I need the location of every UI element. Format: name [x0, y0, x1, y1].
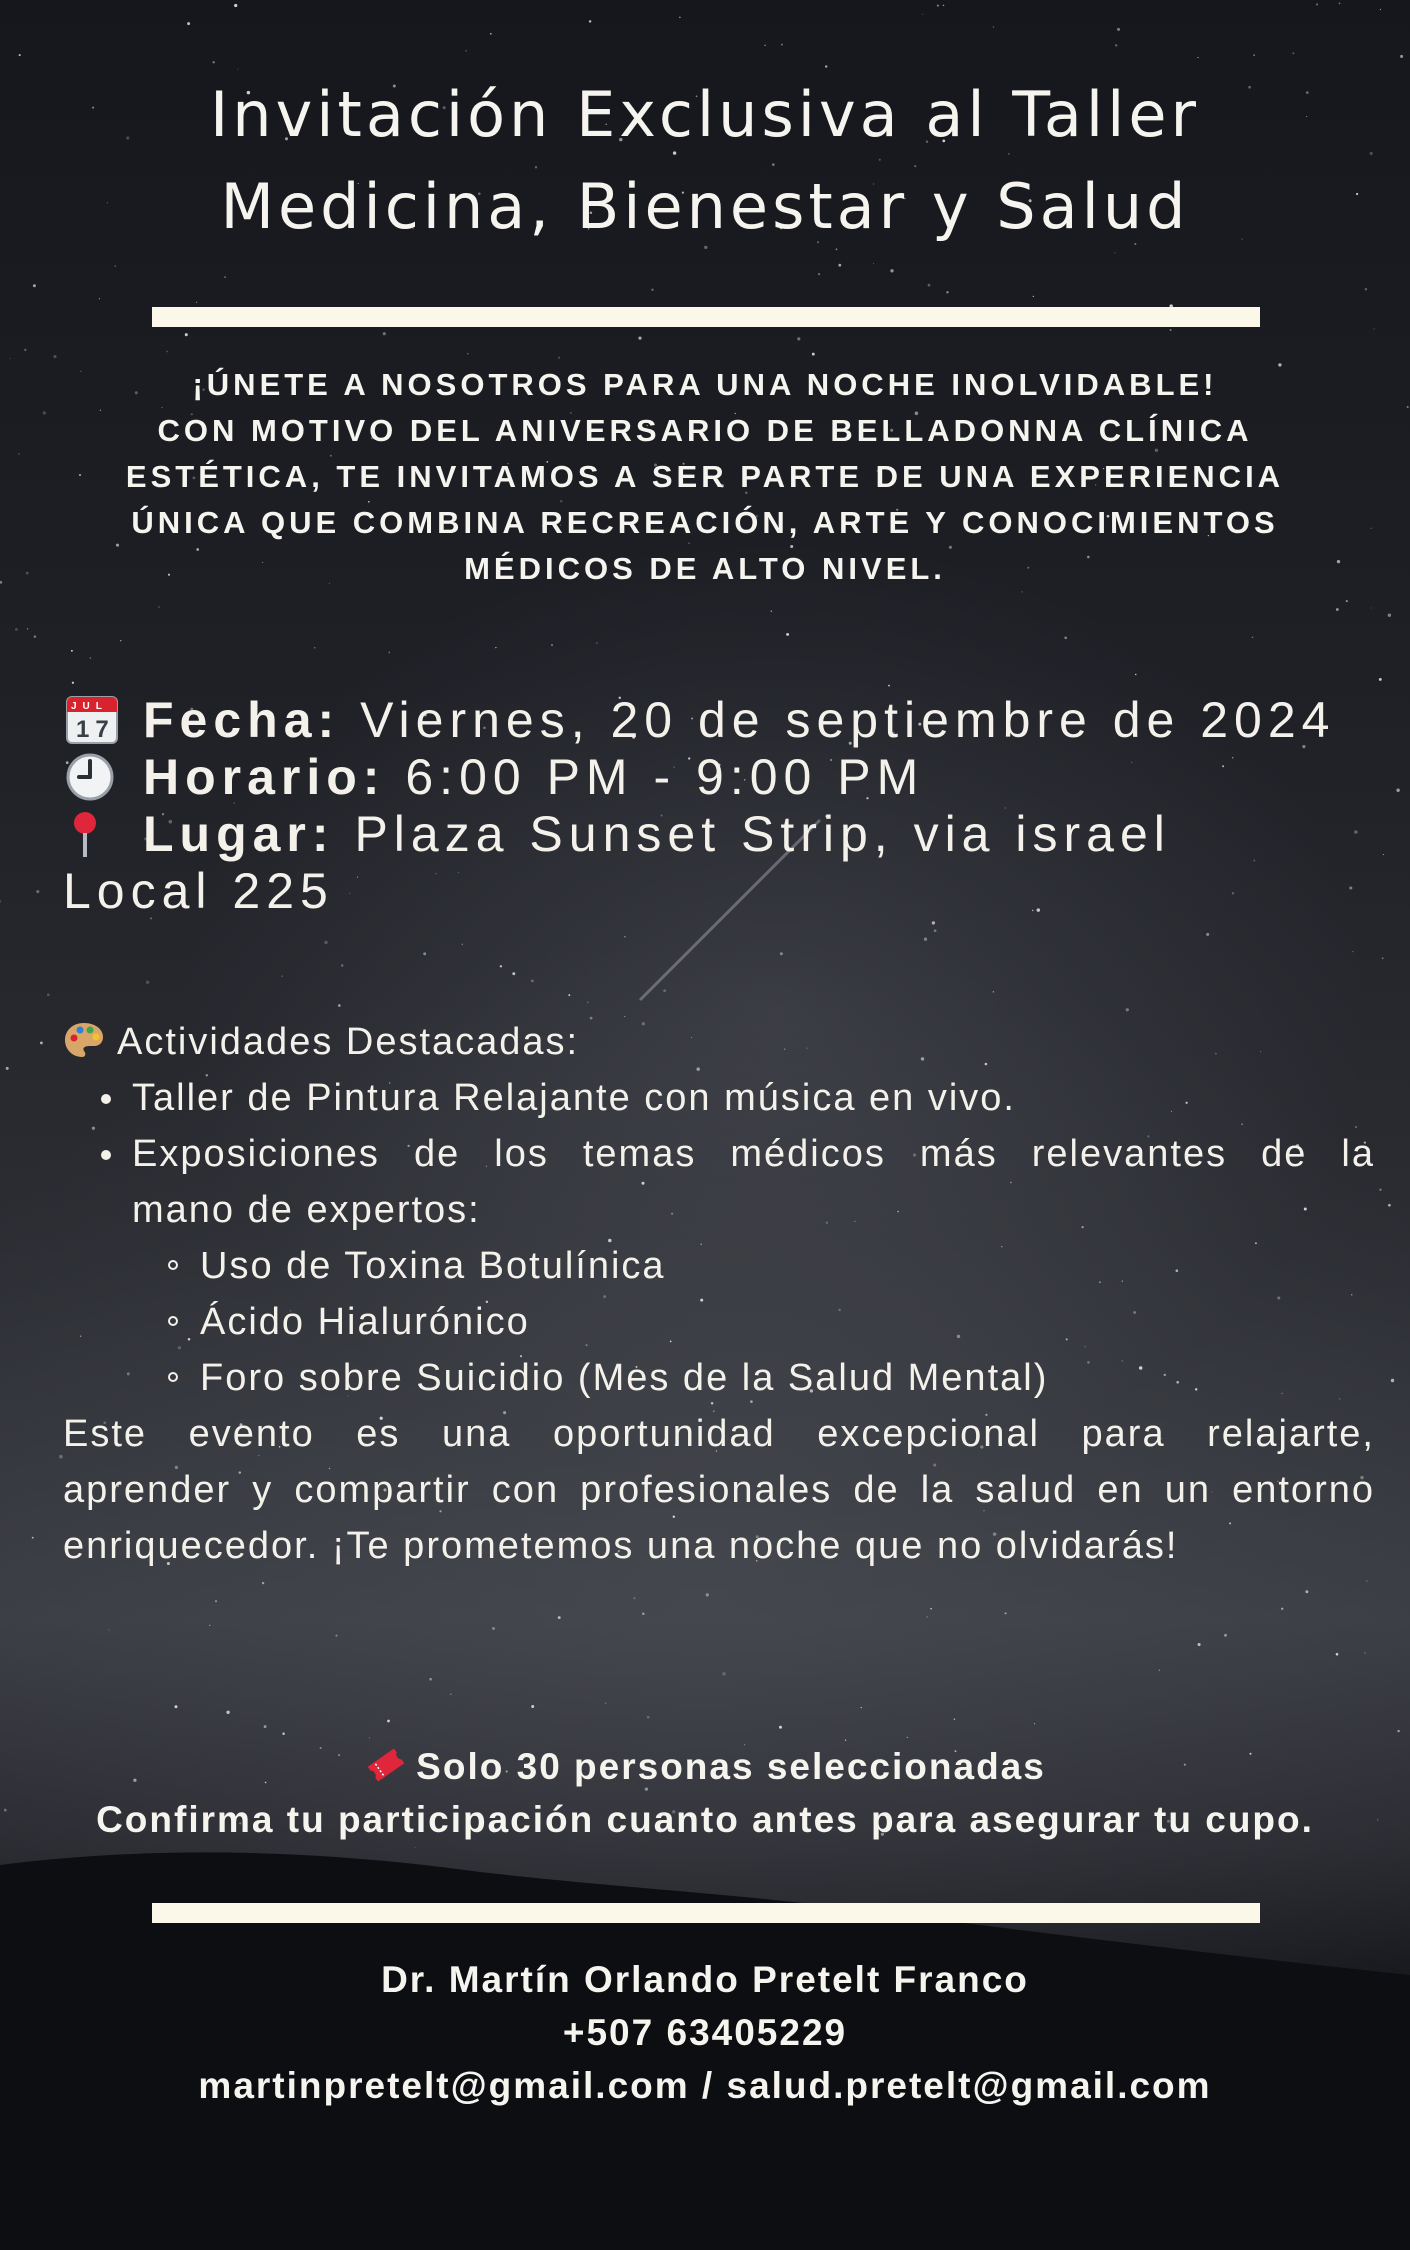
activity-item-text: Taller de Pintura Relajante con música en vivo.	[132, 1077, 1016, 1119]
intro-line: MÉDICOS DE ALTO NIVEL.	[464, 551, 946, 586]
bullet-dot	[101, 1150, 111, 1160]
date-label: Fecha:	[143, 692, 341, 748]
clock-icon	[63, 752, 121, 802]
date-row	[63, 692, 1383, 749]
sub-item-text: Uso de Toxina Botulínica	[200, 1245, 666, 1287]
svg-text:17: 17	[76, 716, 115, 743]
event-details	[63, 692, 1383, 920]
intro-line: CON MOTIVO DEL ANIVERSARIO DE BELLADONNA CLÍNICA	[157, 413, 1253, 448]
place-value: Plaza Sunset Strip, via israel	[354, 806, 1171, 862]
time-row	[63, 749, 1383, 806]
top-divider	[152, 307, 1260, 327]
call-to-action	[0, 1740, 1410, 1846]
bullet-ring	[168, 1372, 178, 1382]
place-row	[63, 806, 1383, 863]
cta-subline: Confirma tu participación cuanto antes para asegurar tu cupo.	[96, 1799, 1314, 1840]
date-value: Viernes, 20 de septiembre de 2024	[360, 692, 1336, 748]
bullet-dot	[101, 1094, 111, 1104]
closing-paragraph-line: Este evento es una oportunidad excepcional para relajarte,	[63, 1413, 1375, 1455]
time-value: 6:00 PM - 9:00 PM	[405, 749, 925, 805]
sub-item-text: Foro sobre Suicidio (Mes de la Salud Mental)	[200, 1357, 1049, 1399]
palette-icon	[63, 1020, 105, 1060]
calendar-icon	[63, 695, 121, 745]
activities-heading: Actividades Destacadas:	[117, 1021, 580, 1063]
activities-section	[63, 1014, 1375, 1574]
sub-item	[63, 1294, 1375, 1350]
intro-text	[90, 362, 1320, 592]
place-label: Lugar:	[143, 806, 335, 862]
pin-icon	[63, 809, 121, 859]
activities-heading-row	[63, 1014, 1375, 1070]
sub-item-text: Ácido Hialurónico	[200, 1301, 530, 1343]
cta-headline: Solo 30 personas seleccionadas	[416, 1746, 1046, 1787]
activity-item-text: Exposiciones de los temas médicos más relevantes de la	[132, 1133, 1375, 1175]
activity-item-text-continued: mano de expertos:	[132, 1189, 481, 1231]
ticket-icon	[364, 1745, 408, 1785]
activity-item	[63, 1070, 1375, 1126]
intro-line: ESTÉTICA, TE INVITAMOS A SER PARTE DE UNA EXPERIENCIA	[125, 459, 1285, 494]
bullet-ring	[168, 1316, 178, 1326]
intro-line: ¡ÚNETE A NOSOTROS PARA UNA NOCHE INOLVIDABLE!	[192, 367, 1218, 402]
sub-item	[63, 1350, 1375, 1406]
svg-text:JUL: JUL	[71, 701, 108, 712]
intro-line: ÚNICA QUE COMBINA RECREACIÓN, ARTE Y CONOCIMIENTOS	[131, 505, 1279, 540]
bullet-ring	[168, 1260, 178, 1270]
activity-item	[63, 1126, 1375, 1238]
contact-block	[0, 1953, 1410, 2112]
sub-item	[63, 1238, 1375, 1294]
contact-name: Dr. Martín Orlando Pretelt Franco	[381, 1959, 1029, 2000]
title-line-2: Medicina, Bienestar y Salud	[220, 170, 1190, 243]
contact-emails: martinpretelt@gmail.com / salud.pretelt@gmail.com	[198, 2065, 1212, 2106]
title-line-1: Invitación Exclusiva al Taller	[210, 78, 1200, 151]
cta-headline-row	[0, 1740, 1410, 1793]
contact-phone: +507 63405229	[562, 2012, 848, 2053]
time-label: Horario:	[143, 749, 386, 805]
place-row-continued: Local 225	[63, 863, 334, 919]
closing-paragraph-line: enriquecedor. ¡Te prometemos una noche que no olvidarás!	[63, 1525, 1179, 1567]
closing-paragraph-line: aprender y compartir con profesionales de la salud en un entorno	[63, 1469, 1375, 1511]
bottom-divider	[152, 1903, 1260, 1923]
